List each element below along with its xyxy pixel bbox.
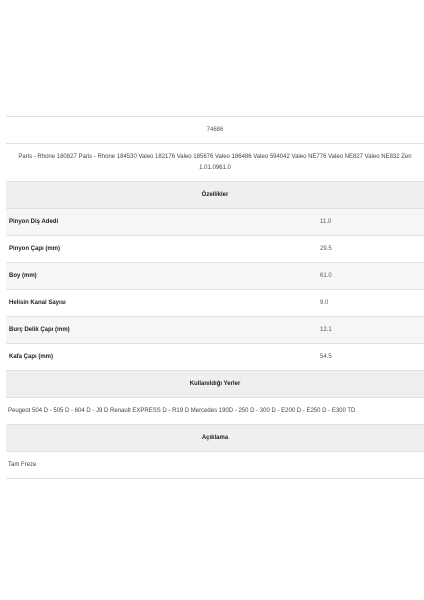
feature-value: 9.0 xyxy=(320,300,329,306)
features-header xyxy=(6,182,424,209)
product-code-row xyxy=(6,117,424,144)
feature-value: 61.0 xyxy=(320,273,332,279)
feature-label: Boy (mm) xyxy=(9,273,37,279)
feature-row xyxy=(6,317,424,344)
oem-references-row xyxy=(6,144,424,182)
feature-value: 11.0 xyxy=(320,219,332,225)
feature-row xyxy=(6,263,424,290)
usage-header xyxy=(6,371,424,398)
features-header-label: Özellikler xyxy=(201,192,229,198)
description-row xyxy=(6,452,424,479)
feature-row xyxy=(6,209,424,236)
feature-value: 54.5 xyxy=(320,354,332,360)
usage-text: Peugeot 504 D - 505 D - 604 D - J9 D Renault EXPRESS D - R19 D Mercedes 190D - 250 D - 300 D - E200 D - E250 D - E300 TD xyxy=(8,408,356,414)
description-header-label: Açıklama xyxy=(201,435,229,441)
spec-table xyxy=(6,116,424,479)
usage-row xyxy=(6,398,424,425)
feature-label: Pinyon Çapı (mm) xyxy=(9,246,61,252)
feature-row xyxy=(6,290,424,317)
feature-row xyxy=(6,344,424,371)
oem-references: Paris - Rhone 180827 Paris - Rhone 184530 Valeo 182176 Valeo 185676 Valeo 186486 Valeo 594042 Valeo NE776 Valeo NE827 Valeo NE832 Zen 1.01.0961.0 xyxy=(18,153,412,171)
feature-label: Helisin Kanal Sayısı xyxy=(9,300,66,306)
feature-row xyxy=(6,236,424,263)
feature-label: Kafa Çapı (mm) xyxy=(9,354,54,360)
description-header xyxy=(6,425,424,452)
description-text: Tam Freze xyxy=(8,462,37,468)
feature-label: Burç Delik Çapı (mm) xyxy=(9,327,70,333)
product-code: 74686 xyxy=(206,127,224,133)
feature-label: Pinyon Diş Adedi xyxy=(9,219,59,225)
feature-value: 12.1 xyxy=(320,327,332,333)
usage-header-label: Kullanıldığı Yerler xyxy=(189,381,241,387)
feature-value: 29.5 xyxy=(320,246,332,252)
